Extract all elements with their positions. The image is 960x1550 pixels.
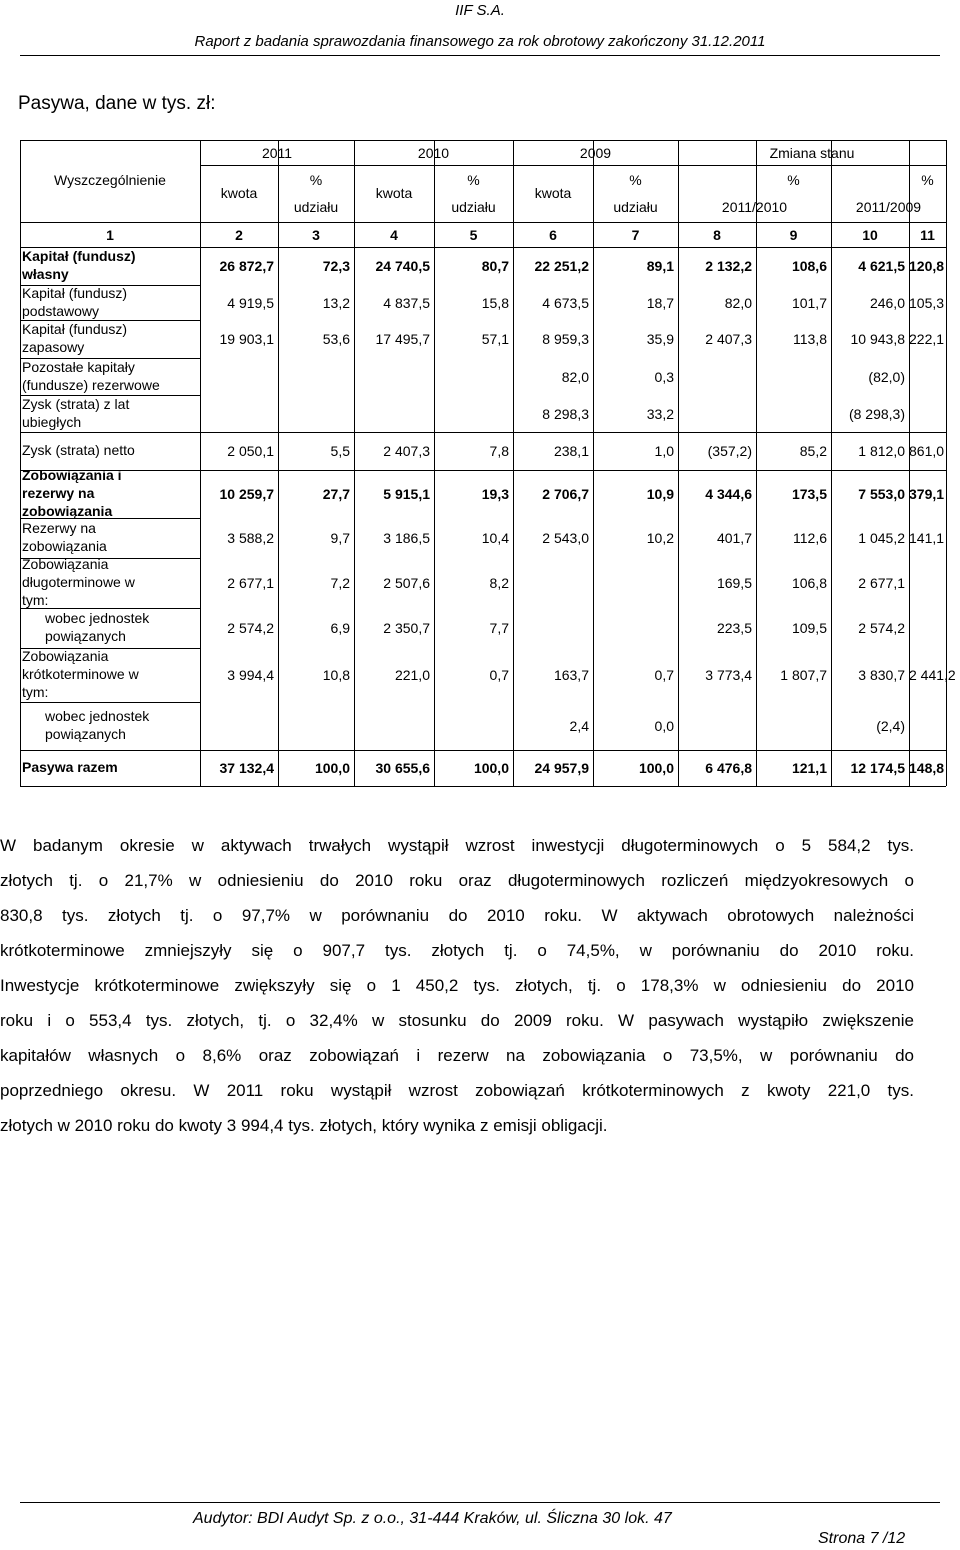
value-cell: 113,8 [793,331,827,347]
value-cell: 109,5 [791,620,827,636]
value-cell: 861,0 [909,443,945,459]
header-pct: % [921,172,934,188]
value-cell: 0,0 [654,718,674,734]
value-cell: 10,2 [646,530,674,546]
value-cell: 4 673,5 [542,294,589,311]
header-kwota: kwota [220,185,258,201]
value-cell: 3 588,2 [227,530,274,546]
value-cell: 100,0 [473,760,509,776]
value-cell: 80,7 [481,258,509,274]
header-udzialu: udziału [451,199,496,215]
row-label [45,707,149,743]
value-cell: (2,4) [876,718,905,734]
row-label-line: Zobowiązania i [22,467,122,483]
value-cell: 30 655,6 [375,760,430,776]
row-label-line: Kapitał (fundusz) [22,248,136,264]
header-year-2009: 2009 [579,145,612,161]
value-cell: 401,7 [716,530,752,546]
value-cell: 0,7 [654,667,674,683]
value-cell: 24 957,9 [534,760,589,776]
value-cell: 7 553,0 [858,486,905,502]
row-label [22,284,127,320]
company-name: IIF S.A. [455,2,505,19]
column-number: 6 [549,227,557,243]
row-label-line: Zysk (strata) z lat [22,395,130,412]
header-year-2011: 2011 [261,145,293,161]
value-cell: 2 407,3 [705,331,752,347]
table-hline [20,247,946,248]
header-divider [20,55,940,56]
value-cell: 2 507,6 [383,575,430,591]
row-label-line: wobec jednostek [45,610,150,626]
value-cell: 105,3 [909,294,945,311]
paragraph-line: Inwestycje krótkoterminowe zwiększyły się o 1 450,2 tys. złotych, tj. o 178,3% w odniesieniu do 2010 [0,976,914,995]
header-zmiana-stanu: Zmiana stanu [769,145,855,161]
row-label-line: zobowiązania [22,538,107,554]
value-cell: 4 919,5 [227,294,274,311]
row-label-line: podstawowy [22,302,100,319]
value-cell: 10 259,7 [219,486,274,502]
report-title: Raport z badania sprawozdania finansowego za rok obrotowy zakończony 31.12.2011 [194,33,766,50]
value-cell: 221,0 [394,667,430,683]
footer-divider [20,1502,940,1503]
value-cell: 0,3 [654,368,674,385]
table-hline [20,470,946,471]
value-cell: 24 740,5 [375,258,430,274]
row-label-line: Pasywa razem [22,759,118,775]
value-cell: 26 872,7 [219,258,274,274]
value-cell: 2 574,2 [227,620,274,636]
value-cell: 6,9 [330,620,350,636]
value-cell: 2 350,7 [383,620,430,636]
value-cell: (8 298,3) [848,405,905,422]
row-label-line: Zysk (strata) netto [22,442,135,458]
value-cell: 169,5 [716,575,752,591]
header-kwota: kwota [375,185,413,201]
column-number: 10 [862,227,878,243]
value-cell: 148,8 [909,760,945,776]
column-number: 2 [235,227,243,243]
value-cell: 35,9 [646,331,674,347]
value-cell: 2 050,1 [227,443,274,459]
page-number: Strona 7 /12 [818,1530,906,1547]
value-cell: 101,7 [791,294,827,311]
column-number: 1 [106,227,114,243]
column-number: 7 [631,227,640,243]
header-year-2010: 2010 [417,145,450,161]
value-cell: 379,1 [909,486,945,502]
row-label-line: Kapitał (fundusz) [22,284,128,301]
value-cell: 9,7 [330,530,350,546]
value-cell: 100,0 [314,760,350,776]
value-cell: 1 045,2 [858,530,905,546]
value-cell: 106,8 [791,575,827,591]
row-label [22,358,160,394]
column-number: 4 [390,227,398,243]
value-cell: 3 773,4 [705,667,752,683]
value-cell: 33,2 [646,405,674,422]
value-cell: 7,8 [489,443,509,459]
value-cell: 4 344,6 [705,486,752,502]
row-label-line: Zobowiązania [22,648,109,664]
paragraph-line: krótkoterminowe zmniejszyły się o 907,7 tys. złotych tj. o 74,5%, w porównaniu do 2010 roku. [0,941,914,960]
row-label-line: długoterminowe w [22,574,135,590]
value-cell: 10 943,8 [850,331,905,347]
value-cell: 1 807,7 [780,667,827,683]
value-cell: 12 174,5 [850,760,905,776]
row-label-line: własny [22,266,69,282]
row-label-line: Rezerwy na [22,520,96,536]
value-cell: 72,3 [322,258,350,274]
column-number: 11 [920,227,935,243]
table-hline [200,165,946,166]
paragraph-line: roku i o 553,4 tys. złotych, tj. o 32,4% w stosunku do 2009 roku. W pasywach wystąpiło zwiększenie [0,1011,914,1030]
paragraph-line: 830,8 tys. złotych tj. o 97,7% w porównaniu do 2010 roku. W aktywach obrotowych należności [0,906,914,925]
value-cell: 2 706,7 [542,486,589,502]
analysis-paragraph [0,828,960,1143]
value-cell: 82,0 [561,368,589,385]
value-cell: 18,7 [646,294,674,311]
row-label-line: Pozostałe kapitały [22,358,135,375]
value-cell: 238,1 [553,443,589,459]
value-cell: 2 677,1 [858,575,905,591]
value-cell: 2 574,2 [858,620,905,636]
value-cell: 3 994,4 [227,667,274,683]
row-label-line: wobec jednostek [45,708,150,724]
row-label-line: powiązanych [45,726,126,742]
value-cell: 7,2 [330,575,350,591]
column-number: 3 [312,227,320,243]
value-cell: 53,6 [322,331,350,347]
header-pct: % [467,172,480,188]
value-cell: 5,5 [330,443,350,459]
liabilities-table [20,140,956,786]
value-cell: 8 298,3 [542,405,589,422]
row-label-line: zobowiązania [22,503,113,519]
value-cell: 10,4 [481,530,509,546]
value-cell: 17 495,7 [375,331,430,347]
value-cell: 2 441,2 [909,667,956,683]
value-cell: 223,5 [716,620,752,636]
column-number: 5 [469,227,478,243]
row-label [22,247,136,283]
value-cell: 22 251,2 [534,258,589,274]
table-hline [20,702,200,703]
value-cell: 2 677,1 [227,575,274,591]
value-cell: 19 903,1 [219,331,274,347]
row-label [22,466,122,520]
row-label-line: zapasowy [22,339,85,355]
row-label [45,609,149,645]
value-cell: 108,6 [791,258,827,274]
row-label [22,758,118,776]
value-cell: 15,8 [481,294,509,311]
row-label [22,320,127,356]
table-hline [20,750,946,751]
row-label-line: rezerwy na [22,485,95,501]
paragraph-line: poprzedniego okresu. W 2011 roku wystąpił wzrost zobowiązań krótkoterminowych z kwoty 221,0 tys. [0,1081,914,1100]
paragraph-line: kapitałów własnych o 8,6% oraz zobowiązań i rezerw na zobowiązania o 73,5%, w porównaniu do [0,1046,914,1065]
row-label-line: powiązanych [45,628,126,644]
value-cell: 19,3 [481,486,509,502]
value-cell: 13,2 [322,294,350,311]
paragraph-line: złotych w 2010 roku do kwoty 3 994,4 tys. złotych, który wynika z emisji obligacji. [0,1116,608,1135]
value-cell: 85,2 [799,443,827,459]
value-cell: (357,2) [707,443,752,459]
value-cell: 2 407,3 [383,443,430,459]
value-cell: 10,8 [322,667,350,683]
section-title: Pasywa, dane w tys. zł: [18,93,216,114]
value-cell: 100,0 [638,760,674,776]
row-label-line: ubiegłych [22,413,82,430]
value-cell: 89,1 [646,258,674,274]
header-pct: % [629,172,642,188]
column-number: 8 [713,227,721,243]
value-cell: 112,6 [793,530,827,546]
value-cell: 0,7 [489,667,509,683]
value-cell: 2 543,0 [542,530,589,546]
value-cell: 163,7 [553,667,589,683]
value-cell: 3 186,5 [383,530,430,546]
header-2011-2009: 2011/2009 [855,199,922,215]
value-cell: 57,1 [481,331,509,347]
value-cell: 121,1 [791,760,827,776]
value-cell: 222,1 [909,331,945,347]
value-cell: 2,4 [569,718,589,734]
row-label [22,519,107,555]
header-kwota: kwota [534,185,572,201]
header-udzialu: udziału [293,199,339,215]
value-cell: 82,0 [724,294,752,311]
paragraph-line: W badanym okresie w aktywach trwałych wystąpił wzrost inwestycji długoterminowych o 5 584,2 tys. [0,836,914,855]
value-cell: 3 830,7 [858,667,905,683]
value-cell: 4 621,5 [858,258,905,274]
value-cell: 1 812,0 [858,443,905,459]
value-cell: 7,7 [489,620,509,636]
value-cell: 141,1 [909,530,945,546]
value-cell: 8 959,3 [542,331,589,347]
value-cell: 8,2 [489,575,509,591]
header-pct: % [309,172,323,188]
table-hline [20,786,946,787]
row-label-line: tym: [22,684,49,700]
value-cell: (82,0) [868,368,905,385]
value-cell: 4 837,5 [383,294,430,311]
column-number: 9 [789,227,798,243]
table-hline [20,222,946,223]
value-cell: 2 132,2 [705,258,752,274]
header-wyszczegolnienie: Wyszczególnienie [54,172,166,188]
row-label [22,555,135,609]
table-vline [946,140,947,786]
row-label [22,395,129,431]
header-pct: % [787,172,800,188]
header-udzialu: udziału [613,199,658,215]
row-label [22,647,139,701]
row-label-line: krótkoterminowe w [22,666,139,682]
row-label-line: (fundusze) rezerwowe [22,376,160,393]
value-cell: 5 915,1 [383,486,430,502]
row-label-line: tym: [22,592,49,608]
value-cell: 246,0 [869,294,905,311]
row-label-line: Kapitał (fundusz) [22,321,128,337]
row-label [22,441,135,459]
value-cell: 37 132,4 [219,760,274,776]
value-cell: 27,7 [322,486,350,502]
table-hline [20,432,946,433]
table-hline [20,140,946,141]
value-cell: 1,0 [654,443,674,459]
auditor-footer: Audytor: BDI Audyt Sp. z o.o., 31-444 Kraków, ul. Śliczna 30 lok. 47 [193,1510,672,1527]
paragraph-line: złotych tj. o 21,7% w odniesieniu do 2010 roku oraz długoterminowych rozliczeń międzyokresowych o [0,871,914,890]
header-2011-2010: 2011/2010 [721,199,788,215]
value-cell: 120,8 [909,258,945,274]
value-cell: 173,5 [791,486,827,502]
row-label-line: Zobowiązania [22,556,109,572]
value-cell: 6 476,8 [705,760,752,776]
value-cell: 10,9 [646,486,674,502]
